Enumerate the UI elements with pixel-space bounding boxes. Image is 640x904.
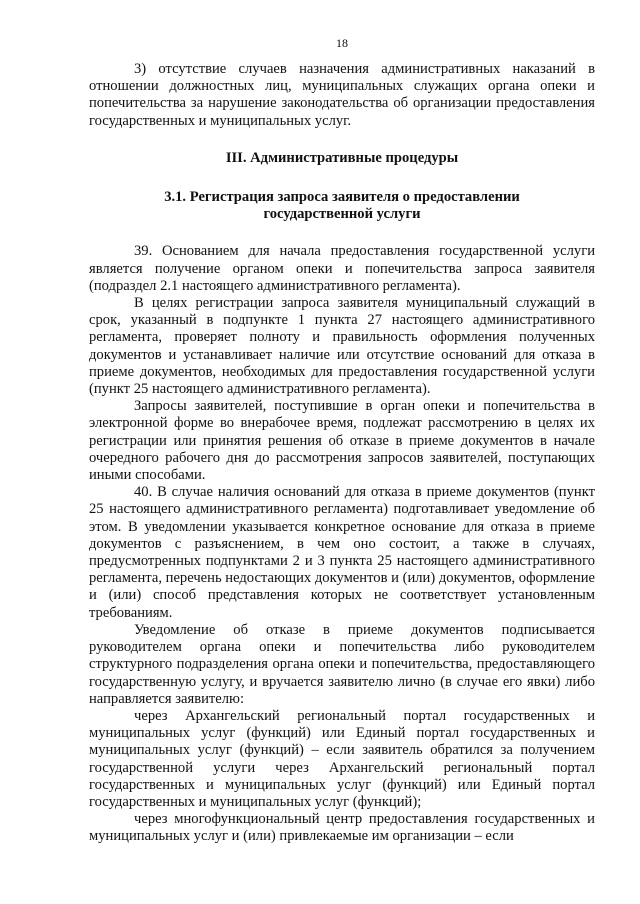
section-title: III. Административные процедуры — [225, 149, 459, 166]
subsection-title-line2: государственной услуги — [263, 206, 421, 223]
paragraph-40: 40. В случае наличия оснований для отказа в приеме документов (пункт 25 настоящего административного регламента) подготавливает уведомление об этом. В уведомлении указывается конкретное основание для отказа в приеме документов с разъяснением, в чем оно состоит, а также в случаях, предусмотренных подпунктами 2 и 3 пункта 25 настоящего административного регламента, перечень недостающих документов и (или) документов, оформление и (или) способ представления которых не соответствует установленным требованиям. — [89, 484, 595, 621]
page-number: 18 — [336, 36, 348, 50]
paragraph-registration: В целях регистрации запроса заявителя муниципальный служащий в срок, указанный в подпункте 1 пункта 27 настоящего административного регламента, проверяет полноту и правильность оформления полученных документов и устанавливает наличие или отсутствие оснований для отказа в приеме документов, необходимых для предоставления государственной услуги (пункт 25 настоящего административного регламента). — [89, 295, 595, 398]
paragraph-electronic-requests: Запросы заявителей, поступившие в орган опеки и попечительства в электронной форме во внерабочее время, подлежат рассмотрению в целях их регистрации или принятия решения об отказе в приеме документов в начале очередного рабочего дня до рассмотрения запросов заявителей, поступающих иными способами. — [89, 398, 595, 484]
subsection-title — [89, 189, 595, 223]
paragraph-refusal-notice: Уведомление об отказе в приеме документов подписывается руководителем органа опеки и попечительства либо руководителем структурного подразделения органа опеки и попечительства, предоставляющего государственную услугу, и вручается заявителю лично (в случае его явки) либо направляется заявителю: — [89, 621, 595, 707]
paragraph-portal-delivery: через Архангельский региональный портал государственных и муниципальных услуг (функций) или Единый портал государственных и муниципальных услуг (функций) – если заявитель обратился за получением государственной услуги через Архангельский региональный портал государственных и муниципальных услуг (функций) или Единый портал государственных и муниципальных услуг (функций); — [89, 707, 595, 810]
paragraph-item-3: 3) отсутствие случаев назначения административных наказаний в отношении должностных лиц, муниципальных служащих органа опеки и попечительства за нарушение законодательства об организации предоставления государственных и муниципальных услуг. — [89, 61, 595, 129]
paragraph-39: 39. Основанием для начала предоставления государственной услуги является получение органом опеки и попечительства запроса заявителя (подраздел 2.1 настоящего административного регламента). — [89, 243, 595, 294]
document-page — [89, 36, 595, 846]
paragraph-mfc-delivery: через многофункциональный центр предоставления государственных и муниципальных услуг и (или) привлекаемые им организации – если — [89, 811, 595, 845]
subsection-title-line1: 3.1. Регистрация запроса заявителя о предоставлении — [164, 189, 520, 206]
